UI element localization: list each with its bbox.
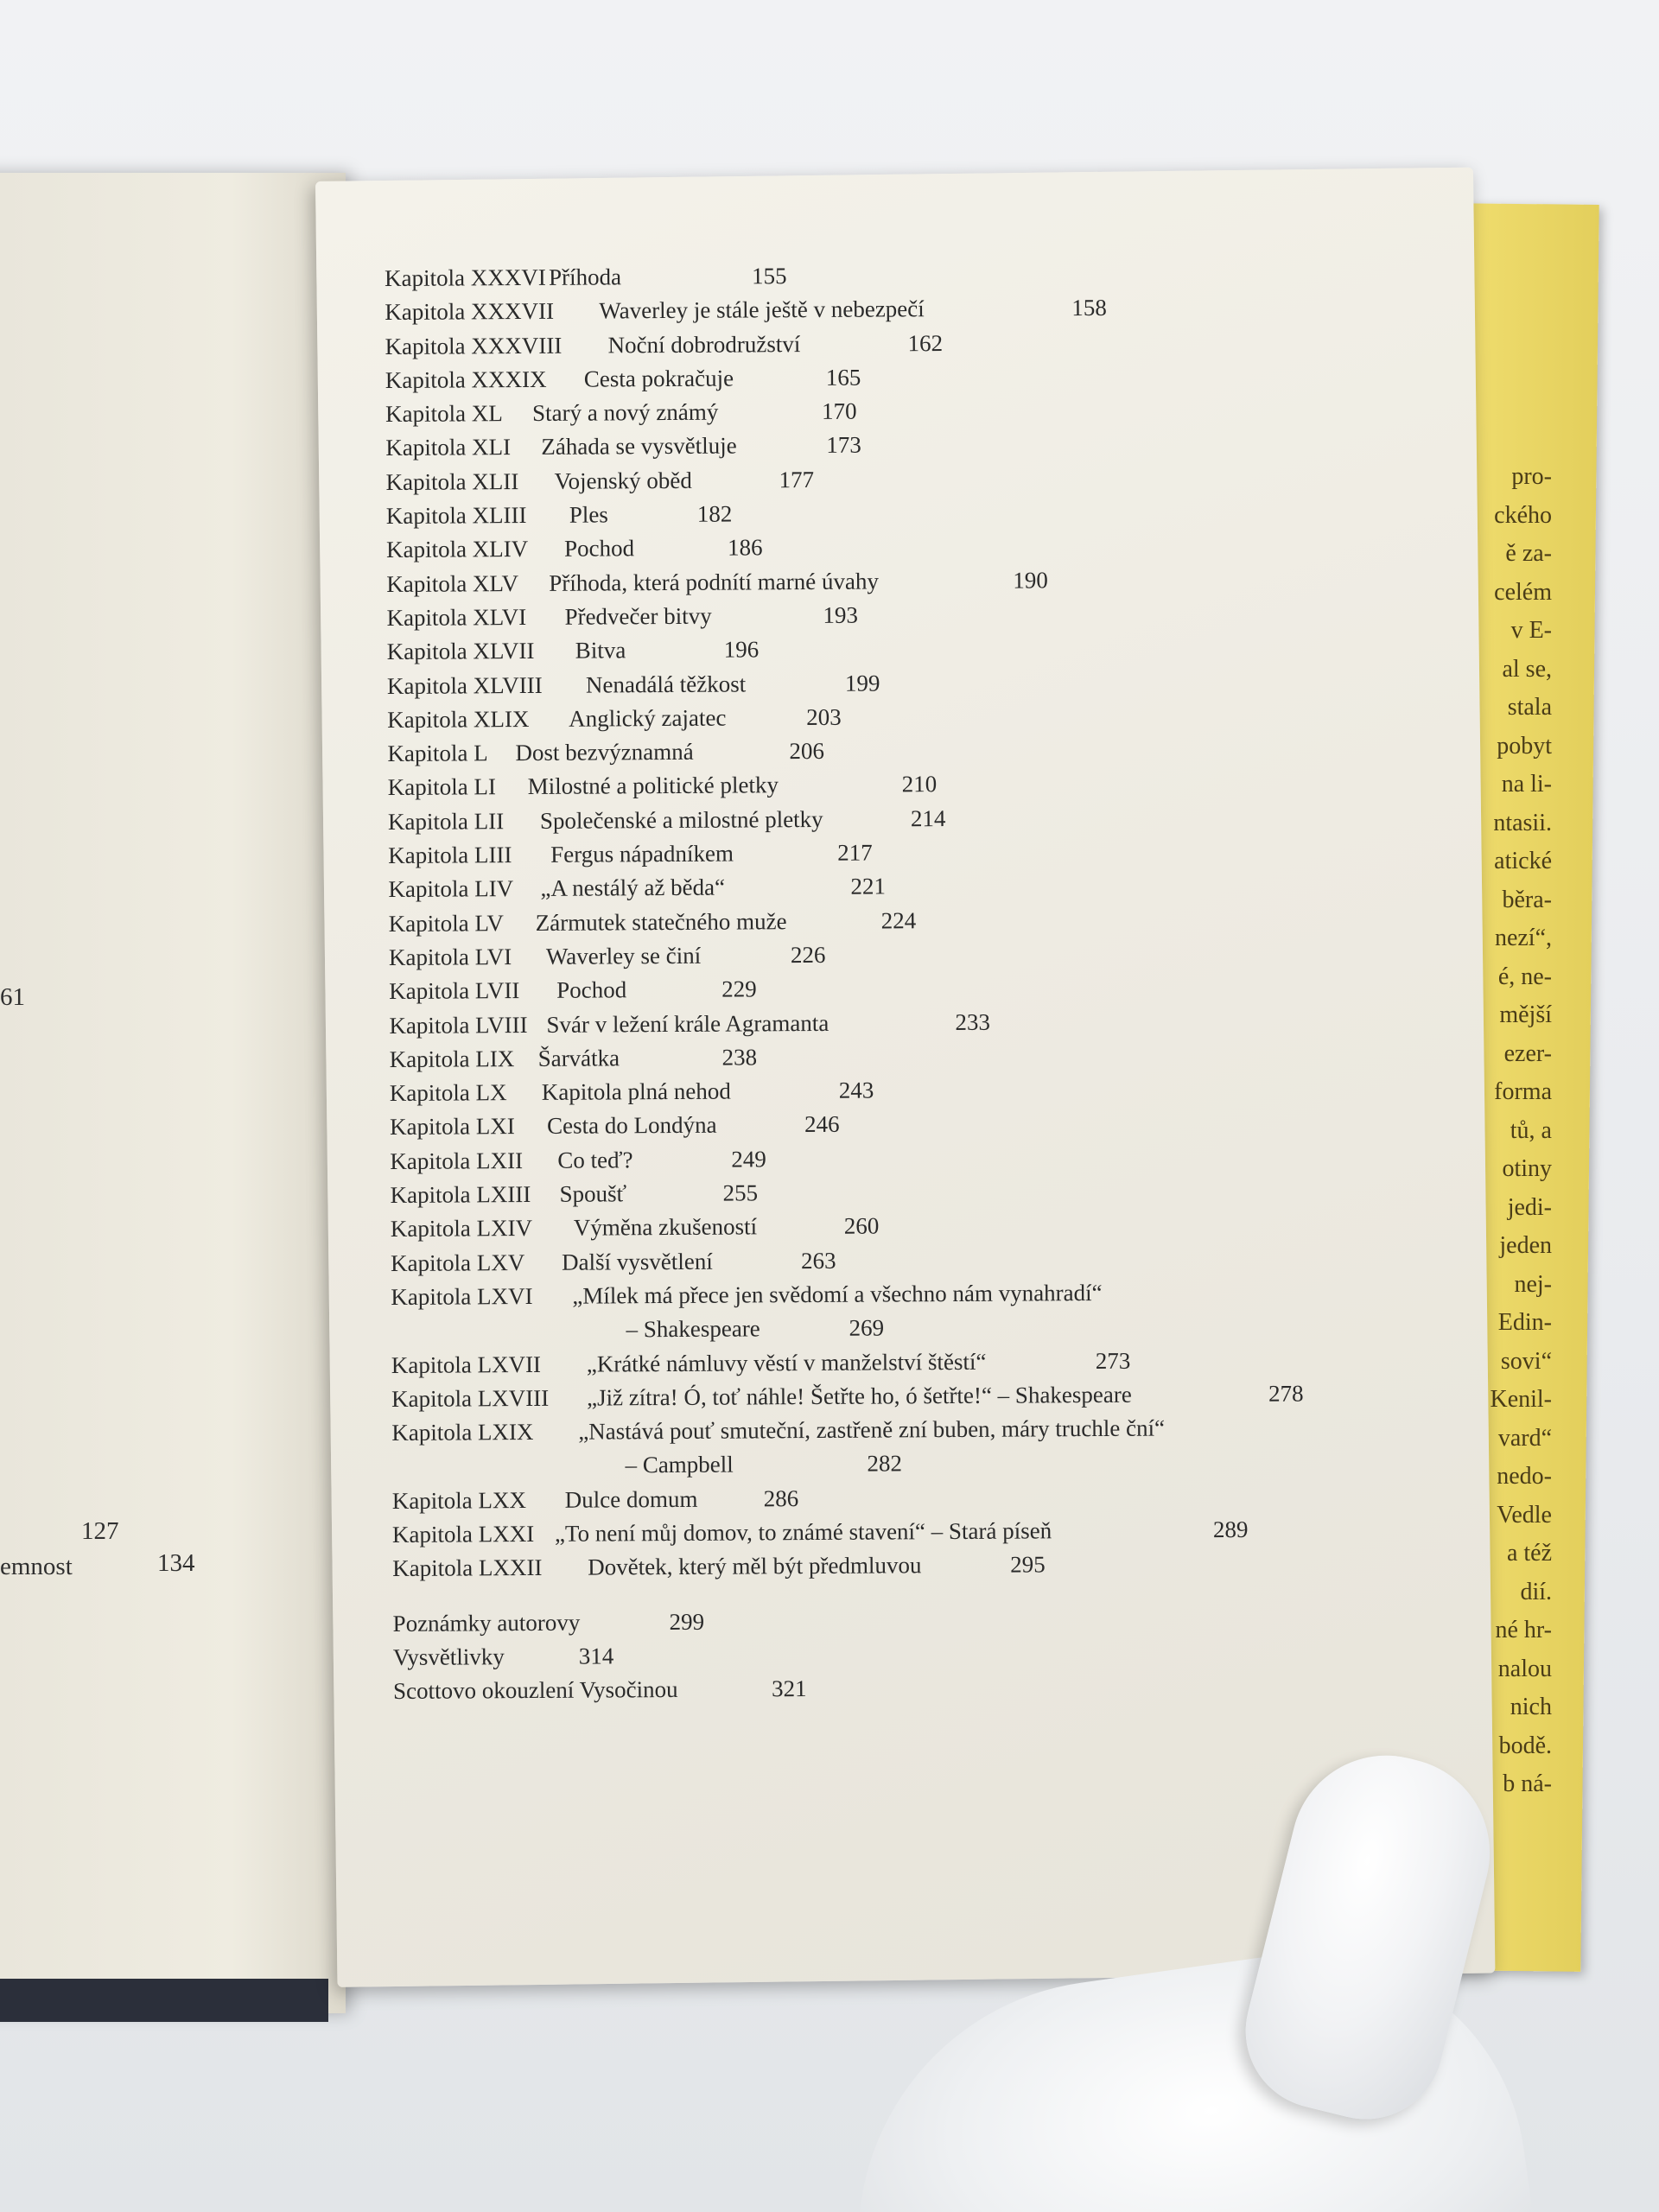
jacket-text-line: jeden xyxy=(1499,1232,1552,1259)
page-number: 263 xyxy=(800,1247,836,1274)
chapter-title: Waverley je stále ještě v nebezpečí xyxy=(599,296,925,324)
chapter-title: Zármutek statečného muže xyxy=(535,907,787,936)
chapter-title: „Mílek má přece jen svědomí a všechno nám vynahradí“ xyxy=(572,1279,1103,1309)
page-number: 260 xyxy=(843,1212,880,1240)
jacket-text-line: mější xyxy=(1499,1001,1552,1028)
chapter-label: Kapitola LIV xyxy=(388,875,514,903)
jacket-text-line: Kenil- xyxy=(1490,1386,1552,1413)
chapter-label: Kapitola XLVI xyxy=(386,603,527,631)
chapter-label: Kapitola LI xyxy=(387,773,497,801)
chapter-title: „To není můj domov, to známé stavení“ – Stará píseň xyxy=(554,1517,1052,1547)
appendix-title: Vysvětlivky xyxy=(392,1643,505,1670)
jacket-text-line: atické xyxy=(1494,848,1552,874)
jacket-text-line: pobyt xyxy=(1497,732,1552,760)
book-cover-edge xyxy=(0,1979,328,2022)
jacket-text-line: bodě. xyxy=(1498,1732,1552,1759)
chapter-title: Příhoda, která podnítí marné úvahy xyxy=(549,568,880,596)
jacket-text-line: nalou xyxy=(1497,1655,1552,1682)
chapter-title: Předvečer bitvy xyxy=(564,602,712,630)
left-page-number: 61 xyxy=(0,983,25,1011)
chapter-title: Kapitola plná nehod xyxy=(541,1077,731,1106)
chapter-title: Další vysvětlení xyxy=(561,1248,713,1275)
page-number: 162 xyxy=(907,329,944,356)
jacket-text-line: Vedle xyxy=(1497,1501,1552,1529)
chapter-label: Kapitola LXIII xyxy=(390,1181,531,1208)
chapter-label: Kapitola XLVIII xyxy=(386,671,543,699)
page-number: 190 xyxy=(1013,566,1048,594)
chapter-title: Pochod xyxy=(556,976,627,1004)
chapter-label: Kapitola LXV xyxy=(390,1249,525,1276)
appendix-title: Scottovo okouzlení Vysočinou xyxy=(393,1676,678,1705)
jacket-text-line: nezí“, xyxy=(1494,925,1552,951)
chapter-label: Kapitola XLVII xyxy=(386,638,535,665)
chapter-label: Kapitola LVI xyxy=(388,944,512,970)
page-number: 214 xyxy=(910,804,946,832)
jacket-text-line: al se, xyxy=(1502,655,1552,683)
chapter-label: Kapitola XLII xyxy=(385,467,519,495)
page-number: 217 xyxy=(837,839,873,866)
chapter-title: Cesta do Londýna xyxy=(547,1112,717,1140)
jacket-text-line: ntasii. xyxy=(1493,809,1552,836)
page-number: 249 xyxy=(731,1146,766,1173)
chapter-title: Waverley se činí xyxy=(545,942,702,969)
chapter-label: Kapitola LVIII xyxy=(389,1011,528,1039)
page-number: 203 xyxy=(806,703,842,730)
chapter-title: Starý a nový známý xyxy=(531,398,719,427)
page-number: 255 xyxy=(722,1179,759,1206)
chapter-title: „Již zítra! Ó, toť náhle! Šetřte ho, ó šetřte!“ – Shakespeare xyxy=(586,1381,1132,1411)
chapter-title: Nenadálá těžkost xyxy=(585,671,747,698)
jacket-text-line: na li- xyxy=(1501,771,1552,798)
chapter-label: Kapitola L xyxy=(387,740,488,767)
chapter-title: Ples xyxy=(569,501,608,528)
page-number: 158 xyxy=(1071,295,1107,321)
jacket-text-line: dií. xyxy=(1520,1578,1552,1605)
chapter-title: Výměna zkušeností xyxy=(573,1213,758,1241)
jacket-text-line: ezer- xyxy=(1503,1039,1552,1067)
chapter-label: Kapitola LXXII xyxy=(392,1554,543,1582)
chapter-label: Kapitola LXVIII xyxy=(391,1384,550,1412)
page-number: 289 xyxy=(1212,1516,1249,1543)
chapter-title: Svár v ležení krále Agramanta xyxy=(546,1009,830,1038)
page-number: 193 xyxy=(823,601,859,628)
jacket-text-line: a též xyxy=(1506,1540,1552,1567)
jacket-text-line: otiny xyxy=(1502,1155,1552,1182)
page-number: 278 xyxy=(1268,1380,1304,1407)
jacket-text-line: é, ne- xyxy=(1497,963,1552,990)
jacket-text-line: Edin- xyxy=(1497,1309,1552,1336)
page-number: 170 xyxy=(821,397,857,425)
chapter-label: Kapitola XLIII xyxy=(385,502,527,530)
chapter-label: Kapitola XLV xyxy=(386,569,519,597)
chapter-label: Kapitola LXIX xyxy=(391,1419,534,1446)
page-number: 182 xyxy=(696,500,733,527)
chapter-title: – Shakespeare xyxy=(626,1315,760,1343)
page-number: 314 xyxy=(578,1643,614,1669)
chapter-title: Anglický zajatec xyxy=(569,704,727,732)
chapter-label: Kapitola XL xyxy=(385,400,503,428)
page-number: 233 xyxy=(955,1008,990,1035)
page-number: 229 xyxy=(721,976,757,1002)
chapter-label: Kapitola LXI xyxy=(390,1113,515,1141)
page-number: 299 xyxy=(669,1608,705,1635)
chapter-label: Kapitola LXX xyxy=(391,1486,527,1514)
chapter-title: Co teď? xyxy=(557,1146,633,1173)
page-number: 173 xyxy=(826,432,861,459)
chapter-title: Šarvátka xyxy=(537,1045,620,1071)
jacket-text-line: nedo- xyxy=(1497,1463,1552,1490)
jacket-text-line: stala xyxy=(1507,694,1552,721)
page-number: 206 xyxy=(789,738,825,765)
chapter-title: Pochod xyxy=(563,535,635,563)
chapter-title: Spoušť xyxy=(559,1180,627,1207)
page-number: 177 xyxy=(779,466,815,493)
jacket-text-line: né hr- xyxy=(1495,1617,1552,1643)
chapter-label: Kapitola XXXVI xyxy=(385,264,546,291)
left-page-number: 134 xyxy=(157,1549,195,1577)
chapter-label: Kapitola LXIV xyxy=(390,1215,533,1243)
page-number: 196 xyxy=(723,636,760,663)
page-number: 199 xyxy=(844,670,880,696)
chapter-label: Kapitola LXVI xyxy=(391,1282,533,1310)
page-number: 273 xyxy=(1095,1347,1131,1374)
appendix-title: Poznámky autorovy xyxy=(392,1609,581,1637)
chapter-label: Kapitola XXXVIII xyxy=(385,332,563,359)
chapter-title: Milostné a politické pletky xyxy=(527,772,779,800)
page-number: 226 xyxy=(790,941,826,969)
chapter-label: Kapitola LIX xyxy=(389,1045,515,1072)
page-number: 238 xyxy=(721,1044,758,1071)
chapter-title: Dulce domum xyxy=(564,1485,698,1513)
jacket-text-line: forma xyxy=(1494,1078,1552,1105)
jacket-text-line: v E- xyxy=(1510,617,1552,644)
chapter-label: Kapitola XLI xyxy=(385,434,512,461)
page-number: 210 xyxy=(901,771,938,798)
chapter-label: Kapitola XXXIX xyxy=(385,365,547,393)
jacket-text-line: ě za- xyxy=(1505,540,1552,567)
left-book-page xyxy=(0,173,346,2013)
page-number: 243 xyxy=(838,1077,874,1103)
jacket-text-line: tů, a xyxy=(1510,1116,1552,1144)
chapter-title: „A nestálý až běda“ xyxy=(540,874,726,902)
jacket-text-line: celém xyxy=(1494,578,1552,606)
chapter-label: Kapitola LXII xyxy=(390,1147,524,1174)
chapter-label: Kapitola XLIV xyxy=(385,536,529,563)
left-page-text: emnost xyxy=(0,1553,73,1580)
jacket-text-line: sovi“ xyxy=(1500,1347,1552,1375)
chapter-label: Kapitola LXXI xyxy=(391,1520,535,1548)
jacket-text-line: pro- xyxy=(1511,463,1552,490)
chapter-title: „Nastává pouť smuteční, zastřeně zní buben, máry truchle ční“ xyxy=(578,1414,1166,1445)
page-number: 165 xyxy=(825,364,861,391)
page-number: 286 xyxy=(763,1484,799,1512)
chapter-title: Příhoda xyxy=(549,264,622,290)
chapter-title: Dost bezvýznamná xyxy=(515,738,694,766)
chapter-title: Cesta pokračuje xyxy=(583,365,734,392)
page-number: 295 xyxy=(1010,1551,1046,1578)
jacket-text-line: nich xyxy=(1510,1694,1552,1720)
chapter-title: Fergus nápadníkem xyxy=(550,840,734,868)
toc-entry xyxy=(392,1546,1395,1586)
chapter-label: Kapitola XLIX xyxy=(387,705,530,733)
chapter-label: Kapitola XXXVII xyxy=(385,298,555,326)
chapter-title: – Campbell xyxy=(625,1451,734,1478)
page-number: 282 xyxy=(867,1450,903,1478)
jacket-text-line: b ná- xyxy=(1503,1770,1552,1797)
chapter-title: Bitva xyxy=(575,637,626,664)
page-number: 221 xyxy=(850,873,887,900)
page-number: 155 xyxy=(752,263,787,289)
chapter-title: „Krátké námluvy věstí v manželství štěstí“ xyxy=(586,1348,987,1377)
chapter-label: Kapitola LXVII xyxy=(391,1351,542,1378)
page-number: 269 xyxy=(849,1314,885,1341)
chapter-title: Záhada se vysvětluje xyxy=(541,432,737,461)
table-of-contents xyxy=(385,256,1395,1709)
chapter-title: Noční dobrodružství xyxy=(607,330,801,359)
jacket-text-line: běra- xyxy=(1502,886,1552,913)
chapter-title: Vojenský oběd xyxy=(554,467,692,494)
jacket-text-line: ckého xyxy=(1494,501,1552,529)
page-number: 246 xyxy=(804,1111,840,1138)
left-page-number: 127 xyxy=(81,1517,119,1545)
chapter-label: Kapitola LIII xyxy=(388,842,512,869)
page-number: 186 xyxy=(727,534,763,561)
chapter-title: Společenské a milostné pletky xyxy=(539,805,823,834)
page-number: 224 xyxy=(880,906,917,934)
chapter-label: Kapitola LV xyxy=(388,909,505,937)
jacket-text-line: vard“ xyxy=(1497,1424,1552,1452)
toc-appendix-entry xyxy=(393,1669,1395,1708)
chapter-label: Kapitola LVII xyxy=(389,977,520,1005)
jacket-text-line: jedi- xyxy=(1507,1193,1552,1221)
page-number: 321 xyxy=(772,1675,807,1702)
jacket-text-line: nej- xyxy=(1514,1270,1552,1298)
chapter-label: Kapitola LX xyxy=(389,1079,507,1107)
chapter-title: Dovětek, který měl být předmluvou xyxy=(588,1552,922,1580)
chapter-label: Kapitola LII xyxy=(387,807,505,835)
